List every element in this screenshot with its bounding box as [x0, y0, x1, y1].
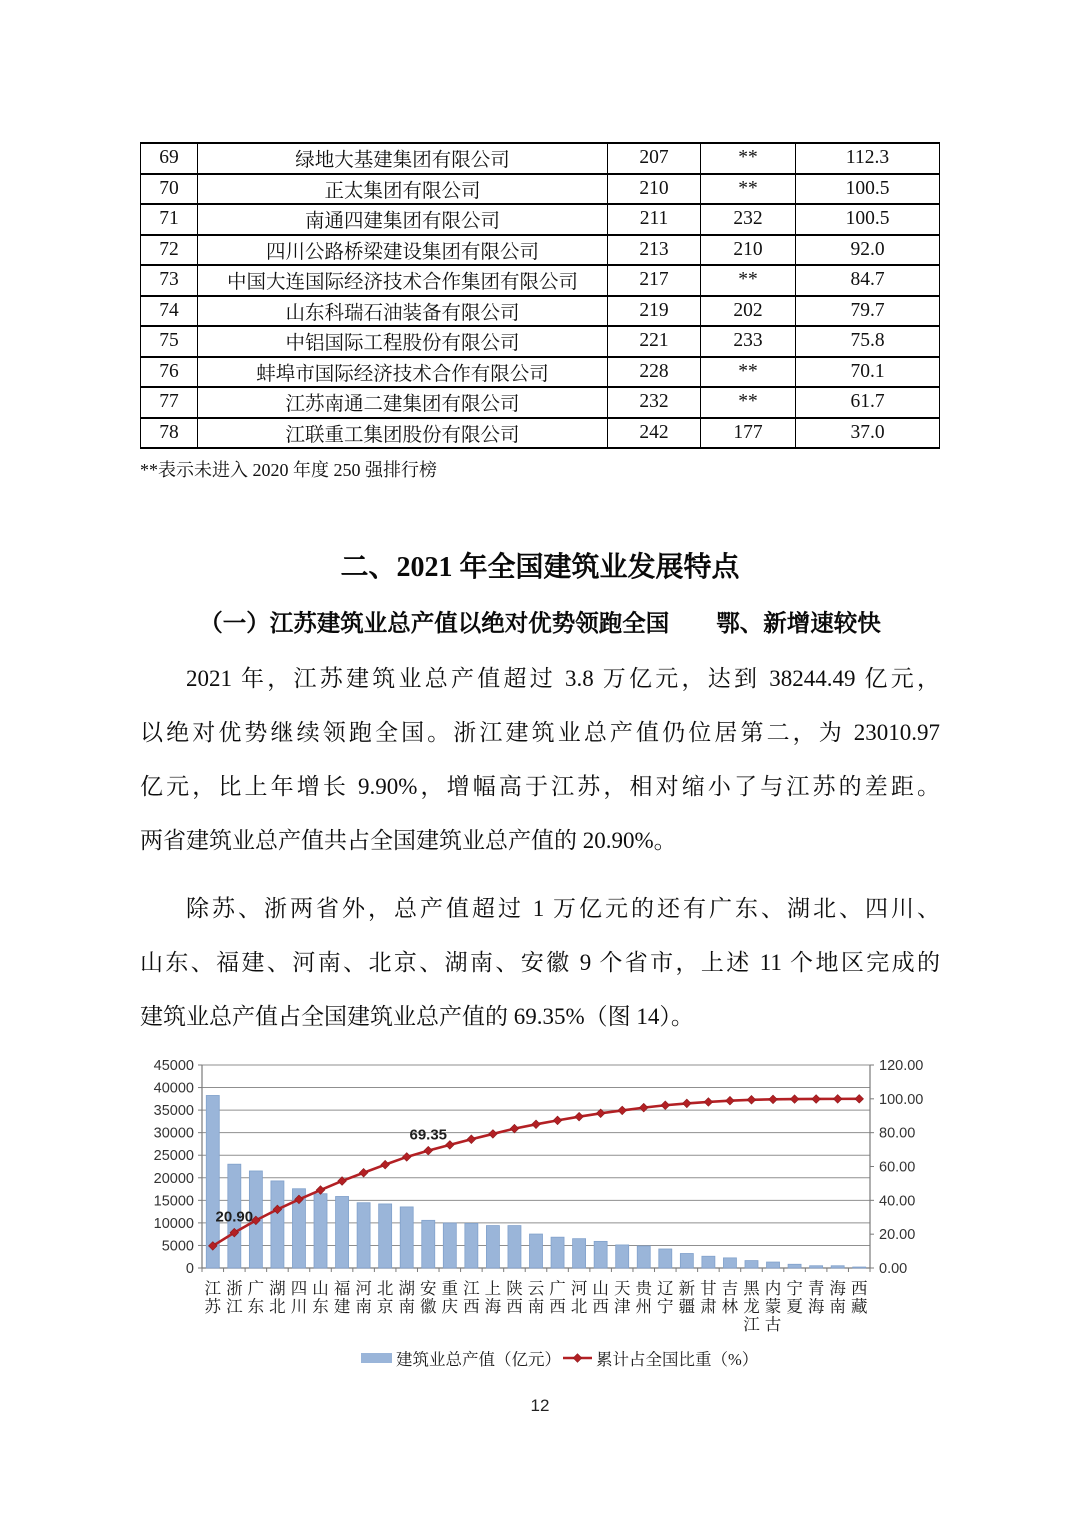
line-marker [769, 1095, 778, 1104]
table-row [141, 387, 940, 418]
table-cell: 江联重工集团股份有限公司 [198, 418, 608, 449]
table-cell: 112.3 [796, 143, 940, 174]
left-axis-tick-label: 40000 [153, 1080, 194, 1097]
right-axis-tick-label: 100.00 [879, 1091, 924, 1108]
table-cell: 242 [608, 418, 701, 449]
bar [486, 1226, 499, 1268]
table-cell: 84.7 [796, 265, 940, 296]
x-axis-label: 海南 [829, 1279, 846, 1316]
table-cell: 100.5 [796, 174, 940, 205]
left-axis-tick-label: 35000 [153, 1103, 194, 1120]
table-cell: 233 [701, 326, 796, 357]
x-axis-labels [205, 1279, 868, 1334]
line-marker [553, 1116, 562, 1125]
left-axis-tick-label: 0 [185, 1261, 194, 1277]
table-cell: 四川公路桥梁建设集团有限公司 [198, 235, 608, 266]
table-cell: ** [701, 143, 796, 174]
body-line: 建筑业总产值占全国建筑业总产值的 69.35%（图 14）。 [140, 1004, 694, 1029]
x-axis-label: 宁夏 [786, 1279, 803, 1316]
data-label: 69.35 [409, 1126, 448, 1144]
x-axis-label: 山西 [592, 1279, 609, 1316]
bar [702, 1256, 715, 1268]
data-label: 20.90 [215, 1208, 254, 1226]
line-markers [208, 1095, 863, 1251]
table-cell: 92.0 [796, 235, 940, 266]
body-line: 以绝对优势继续领跑全国。浙江建筑业总产值仍位居第二，为 23010.97 [140, 720, 940, 745]
table-cell: 61.7 [796, 387, 940, 418]
bar [508, 1226, 521, 1268]
x-axis-label: 江苏 [204, 1279, 222, 1316]
bar [788, 1264, 801, 1268]
line-marker [489, 1130, 498, 1139]
table-cell: 山东科瑞石油装备有限公司 [198, 296, 608, 327]
x-axis-label: 北京 [376, 1279, 394, 1316]
left-axis-tick-label: 45000 [153, 1058, 194, 1074]
table-cell: 76 [141, 357, 198, 388]
x-axis-label: 江西 [463, 1279, 480, 1316]
body-text [140, 652, 940, 1044]
table-cell: 75.8 [796, 326, 940, 357]
line-marker [424, 1146, 433, 1155]
table-row [141, 296, 940, 327]
x-axis-label: 广东 [247, 1279, 265, 1316]
table-cell: 72 [141, 235, 198, 266]
table-cell: 69 [141, 143, 198, 174]
table-cell: 232 [701, 204, 796, 235]
bar [767, 1262, 780, 1268]
line-marker [532, 1120, 541, 1129]
legend-line-label: 累计占全国比重（%） [596, 1350, 759, 1369]
x-axis-label: 云南 [527, 1279, 545, 1316]
x-axis-label: 重庆 [441, 1279, 459, 1316]
line-marker [467, 1135, 476, 1144]
bar [810, 1266, 823, 1268]
ranking-table [140, 142, 940, 449]
table-cell: 78 [141, 418, 198, 449]
left-axis-tick-label: 10000 [153, 1215, 194, 1232]
table-cell: ** [701, 174, 796, 205]
line-marker [747, 1095, 756, 1104]
table-cell: 100.5 [796, 204, 940, 235]
x-axis-label: 湖北 [269, 1279, 286, 1316]
line-marker [704, 1098, 713, 1107]
table-cell: 中铝国际工程股份有限公司 [198, 326, 608, 357]
table-cell: 正太集团有限公司 [198, 174, 608, 205]
bar [336, 1196, 349, 1268]
table-cell: 70 [141, 174, 198, 205]
chart-legend [361, 1350, 758, 1369]
bar [680, 1254, 693, 1268]
x-axis-label: 内蒙古 [764, 1279, 782, 1334]
bar [530, 1234, 543, 1268]
left-axis-tick-label: 5000 [161, 1238, 194, 1255]
right-axis-tick-label: 40.00 [879, 1193, 916, 1210]
table-cell: 74 [141, 296, 198, 327]
left-axis-tick-label: 30000 [153, 1125, 194, 1142]
x-axis-label: 浙江 [226, 1279, 243, 1316]
x-axis-label: 福建 [333, 1279, 351, 1316]
table-row [141, 418, 940, 449]
bar [723, 1258, 736, 1268]
table-cell: 221 [608, 326, 701, 357]
line-marker [833, 1095, 842, 1104]
line-marker [510, 1124, 519, 1133]
bar [379, 1204, 392, 1268]
line-marker [726, 1096, 735, 1105]
x-axis-label: 安徽 [420, 1279, 437, 1316]
table-cell: 217 [608, 265, 701, 296]
x-axis-label: 四川 [290, 1279, 308, 1316]
x-axis-label: 黑龙江 [743, 1279, 760, 1334]
line-marker [790, 1095, 799, 1104]
line-marker [575, 1112, 584, 1121]
legend-bar-swatch [361, 1353, 392, 1363]
bar [594, 1241, 607, 1268]
bar [314, 1194, 327, 1268]
x-axis-label: 西藏 [850, 1279, 868, 1316]
bar [745, 1261, 758, 1268]
table-cell: 232 [608, 387, 701, 418]
right-axis-tick-label: 60.00 [879, 1159, 916, 1176]
table-cell: 蚌埠市国际经济技术合作有限公司 [198, 357, 608, 388]
line-marker [812, 1095, 821, 1104]
x-axis-label: 山东 [312, 1279, 329, 1316]
table-cell: 79.7 [796, 296, 940, 327]
bar [853, 1267, 866, 1268]
table-cell: 70.1 [796, 357, 940, 388]
line-marker [683, 1099, 692, 1108]
x-axis-label: 辽宁 [657, 1279, 674, 1316]
body-line: 亿元，比上年增长 9.90%，增幅高于江苏，相对缩小了与江苏的差距。 [140, 774, 940, 799]
table-cell: 210 [701, 235, 796, 266]
x-axis-label: 河南 [355, 1279, 372, 1316]
line-marker [661, 1101, 670, 1110]
line-marker [618, 1106, 627, 1115]
table-cell: ** [701, 387, 796, 418]
bar [616, 1245, 629, 1268]
bar [357, 1203, 370, 1268]
x-axis-label: 贵州 [635, 1279, 652, 1316]
table-cell: 202 [701, 296, 796, 327]
table-row [141, 143, 940, 174]
table-row [141, 265, 940, 296]
body-line: 两省建筑业总产值共占全国建筑业总产值的 20.90%。 [140, 828, 677, 853]
legend-bar-label: 建筑业总产值（亿元） [396, 1350, 561, 1369]
table-cell: 75 [141, 326, 198, 357]
table-footnote: **表示未进入 2020 年度 250 强排行榜 [140, 460, 437, 480]
table-cell: 228 [608, 357, 701, 388]
line-marker [855, 1095, 864, 1104]
table-row [141, 235, 940, 266]
bar [637, 1246, 650, 1268]
table-cell: 77 [141, 387, 198, 418]
line-marker [639, 1103, 648, 1112]
table-cell: ** [701, 357, 796, 388]
x-axis-label: 吉林 [721, 1279, 739, 1316]
page-number: 12 [530, 1396, 550, 1415]
bar [573, 1239, 586, 1268]
bar [659, 1249, 672, 1268]
pareto-chart [140, 1050, 940, 1395]
bar [465, 1223, 478, 1268]
bar [422, 1220, 435, 1268]
x-axis-label: 天津 [613, 1279, 631, 1316]
table-cell: 219 [608, 296, 701, 327]
left-axis-tick-label: 15000 [153, 1193, 194, 1210]
pareto-chart-figure [140, 1050, 940, 1395]
x-axis-label: 河北 [570, 1279, 588, 1316]
bar [551, 1237, 564, 1268]
right-axis [870, 1058, 923, 1277]
table-row [141, 326, 940, 357]
right-axis-tick-label: 80.00 [879, 1125, 916, 1142]
table-cell: 绿地大基建集团有限公司 [198, 143, 608, 174]
line-marker [402, 1153, 411, 1162]
table-cell: ** [701, 265, 796, 296]
right-axis-tick-label: 0.00 [879, 1261, 908, 1277]
table-cell: 37.0 [796, 418, 940, 449]
right-axis-tick-label: 120.00 [879, 1058, 924, 1074]
x-axis-label: 甘肃 [700, 1279, 717, 1316]
table-cell: 177 [701, 418, 796, 449]
x-axis-label: 广西 [549, 1279, 566, 1316]
table-cell: 中国大连国际经济技术合作集团有限公司 [198, 265, 608, 296]
x-axis-label: 上海 [484, 1279, 502, 1316]
table-row [141, 204, 940, 235]
bar [831, 1266, 844, 1268]
body-line: 山东、福建、河南、北京、湖南、安徽 9 个省市，上述 11 个地区完成的 [140, 950, 940, 975]
table-cell: 73 [141, 265, 198, 296]
x-axis-label: 青海 [807, 1279, 825, 1316]
table-row [141, 174, 940, 205]
table-cell: 210 [608, 174, 701, 205]
table-cell: 江苏南通二建集团有限公司 [198, 387, 608, 418]
paragraph [140, 652, 940, 868]
table-cell: 71 [141, 204, 198, 235]
x-axis-label: 湖南 [398, 1279, 415, 1316]
left-axis-tick-label: 20000 [153, 1170, 194, 1187]
x-axis-label: 新疆 [678, 1279, 696, 1316]
left-axis-tick-label: 25000 [153, 1148, 194, 1165]
bar [400, 1207, 413, 1268]
table-cell: 南通四建集团有限公司 [198, 204, 608, 235]
paragraph [140, 882, 940, 1044]
body-line: 2021 年，江苏建筑业总产值超过 3.8 万亿元，达到 38244.49 亿元， [186, 666, 940, 691]
table-row [141, 357, 940, 388]
left-axis [154, 1058, 202, 1277]
table-cell: 207 [608, 143, 701, 174]
x-axis-label: 陕西 [506, 1279, 523, 1316]
legend-line-marker [573, 1354, 582, 1363]
line-marker [359, 1168, 368, 1177]
table-cell: 213 [608, 235, 701, 266]
bar [271, 1181, 284, 1268]
bar [443, 1223, 456, 1268]
line-marker [316, 1186, 325, 1195]
right-axis-tick-label: 20.00 [879, 1227, 916, 1244]
subsection-heading: （一）江苏建筑业总产值以绝对优势领跑全国 鄂、新增速较快 [199, 611, 881, 637]
body-line: 除苏、浙两省外，总产值超过 1 万亿元的还有广东、湖北、四川、 [186, 896, 940, 921]
table-cell: 211 [608, 204, 701, 235]
line-marker [381, 1160, 390, 1169]
section-heading: 二、2021 年全国建筑业发展特点 [340, 552, 740, 583]
